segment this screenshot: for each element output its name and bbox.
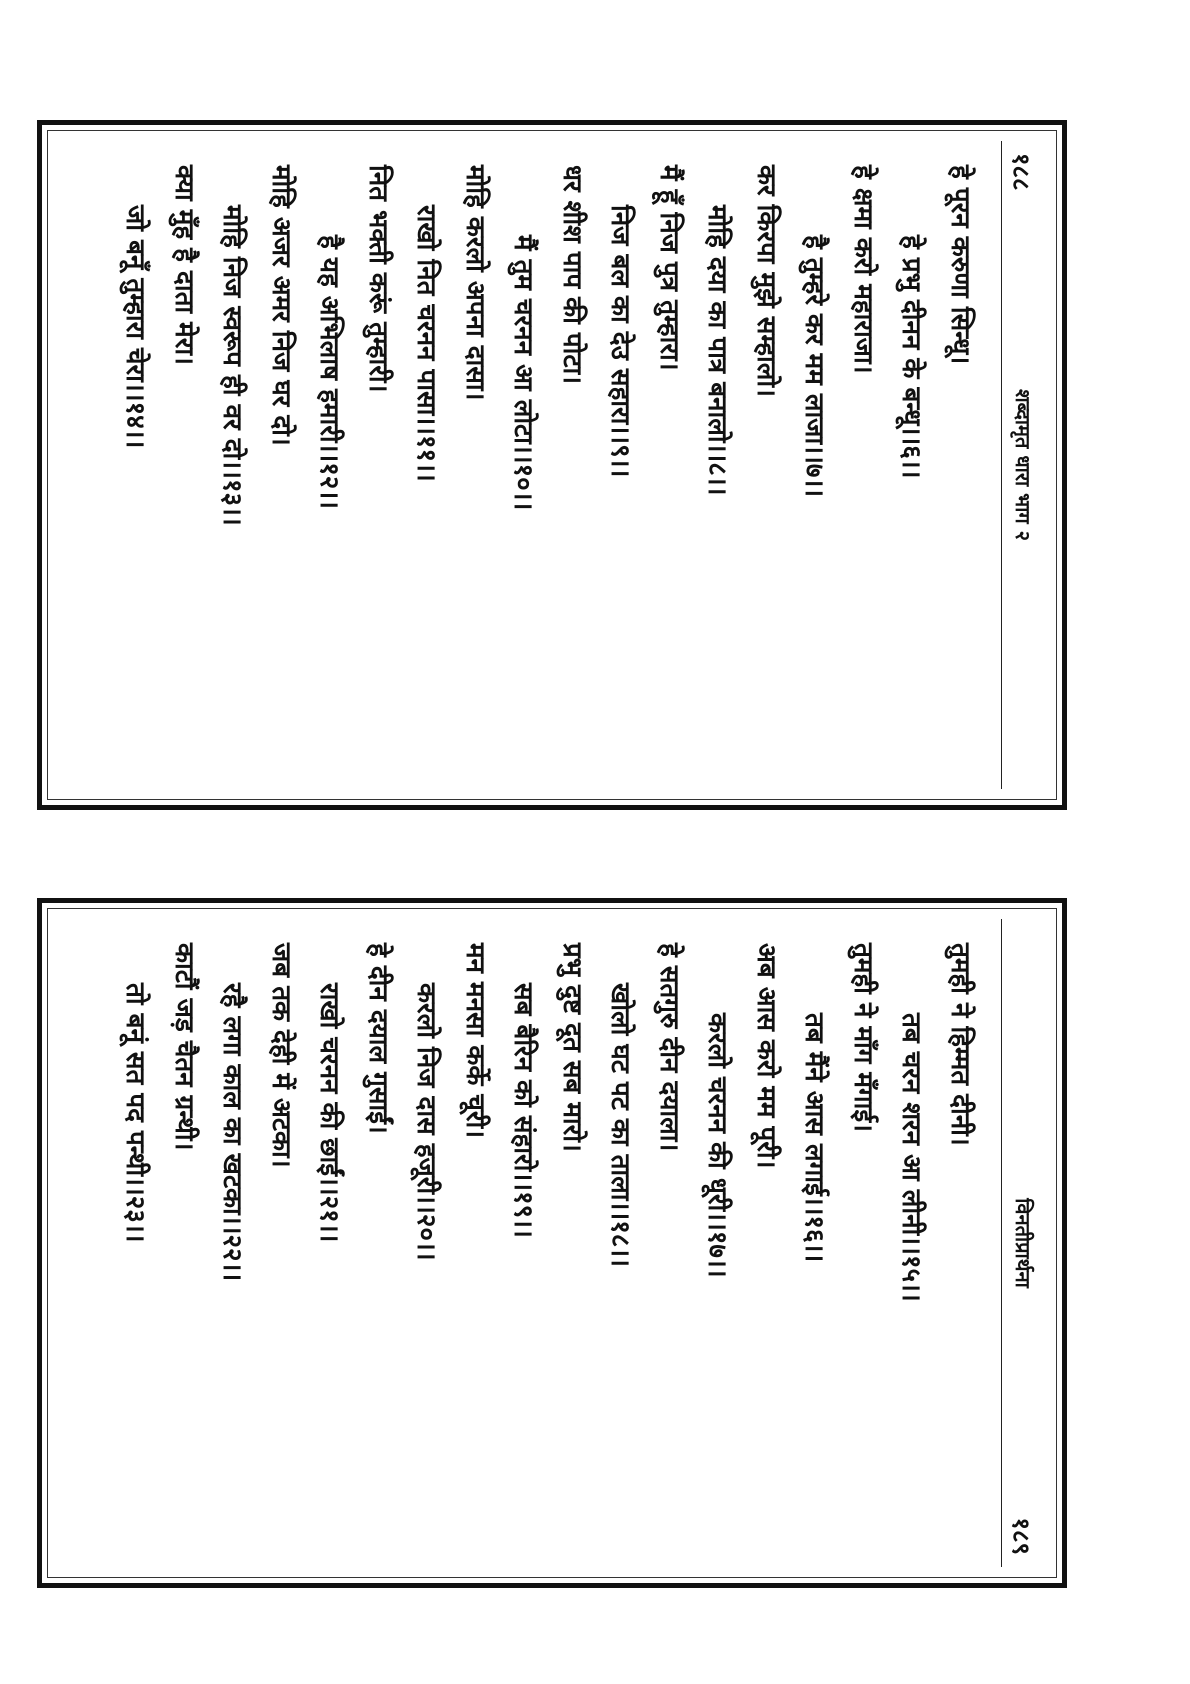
- verse-line: हे दीन दयाल गुसाईं।: [363, 943, 393, 1134]
- verse-line: राखो नित चरनन पासा।।११।।: [411, 205, 442, 482]
- verse-line: काटौं जड़ चैतन ग्रन्थी।: [169, 943, 199, 1151]
- verse-line: तब मैंने आस लगाई।।१६।।: [799, 1013, 830, 1263]
- book-page-right: [37, 898, 1067, 1588]
- verse-line: प्रभु दुष्ट दूत सब मारो।: [557, 943, 587, 1152]
- verse-line: मैं हूँ निज पुत्र तुम्हारा।: [654, 165, 684, 371]
- verse-line: खोलो घट पट का ताला।।१८।।: [605, 983, 636, 1267]
- page-title: शब्दामृत धारा भाग २: [1011, 388, 1036, 542]
- verse-line: हे प्रभु दीनन के बन्धू।।६।।: [896, 235, 927, 479]
- page-frame: [58, 919, 1046, 1567]
- page-number: १८८: [1007, 153, 1035, 191]
- verse-line: तब चरन शरन आ लीनी।।१५।।: [896, 1013, 927, 1302]
- verse-list: [78, 943, 984, 1547]
- verse-line: सब बैरिन को संहारो।।१९।।: [508, 983, 539, 1238]
- verse-list: [78, 165, 984, 769]
- verse-line: है यह अभिलाष हमारी।।१२।।: [314, 235, 345, 510]
- verse-line: धर शीश पाप की पोटा।: [557, 165, 587, 385]
- page-title: विनतीप्रार्थना: [1011, 1198, 1036, 1288]
- verse-line: मोहि अजर अमर निज घर दो।: [266, 165, 296, 446]
- page-header: [1001, 919, 1046, 1567]
- verse-line: हे सतगुरु दीन दयाला।: [654, 943, 684, 1152]
- book-page-left: [37, 120, 1067, 810]
- verse-line: जब तक देही में अटका।: [266, 943, 296, 1168]
- verse-line: है तुम्हरे कर मम लाजा।।७।।: [799, 235, 830, 498]
- verse-line: मोहि करलो अपना दासा।: [460, 165, 490, 401]
- verse-line: मोहि दया का पात्र बनालो।।८।।: [702, 205, 733, 496]
- verse-line: कर किरपा मुझे सम्हालो।: [751, 165, 781, 397]
- verse-line: तुमही ने माँग मँगाई।: [848, 943, 878, 1132]
- verse-line: नित भक्ती करूं तुम्हारी।: [363, 165, 393, 393]
- verse-line: निज बल का देउ सहारा।।९।।: [605, 205, 636, 478]
- verse-line: हे क्षमा करो महाराजा।: [848, 165, 878, 374]
- verse-line: क्या मुँह है दाता मेरा।: [169, 165, 199, 365]
- page-header: [1001, 141, 1046, 789]
- verse-line: तुमही ने हिम्मत दीनी।: [945, 943, 975, 1146]
- page-number: १८९: [1007, 1517, 1035, 1555]
- verse-line: करलो निज दास हजूरी।।२०।।: [411, 983, 442, 1261]
- verse-line: मोहि निज स्वरूप ही वर दो।।१३।।: [217, 205, 248, 526]
- verse-line: जो बनूँ तुम्हारा चेरा।।१४।।: [120, 205, 151, 449]
- verse-line: राखो चरनन की छाईं।।२१।।: [314, 983, 345, 1243]
- verse-line: मन मनसा कर्के चूरी।: [460, 943, 490, 1139]
- verse-line: अब आस करो मम पूरी।: [751, 943, 781, 1169]
- page-frame: [58, 141, 1046, 789]
- verse-line: तो बनूं सत पद पन्थी।।२३।।: [120, 983, 151, 1243]
- verse-line: हे पूरन करुणा सिन्धू।: [945, 165, 975, 365]
- verse-line: करलो चरनन की धूरी।।१७।।: [702, 1013, 733, 1278]
- verse-line: रहै लगा काल का खटका।।२२।।: [217, 983, 248, 1282]
- verse-line: मैं तुम चरनन आ लोटा।।१०।।: [508, 235, 539, 511]
